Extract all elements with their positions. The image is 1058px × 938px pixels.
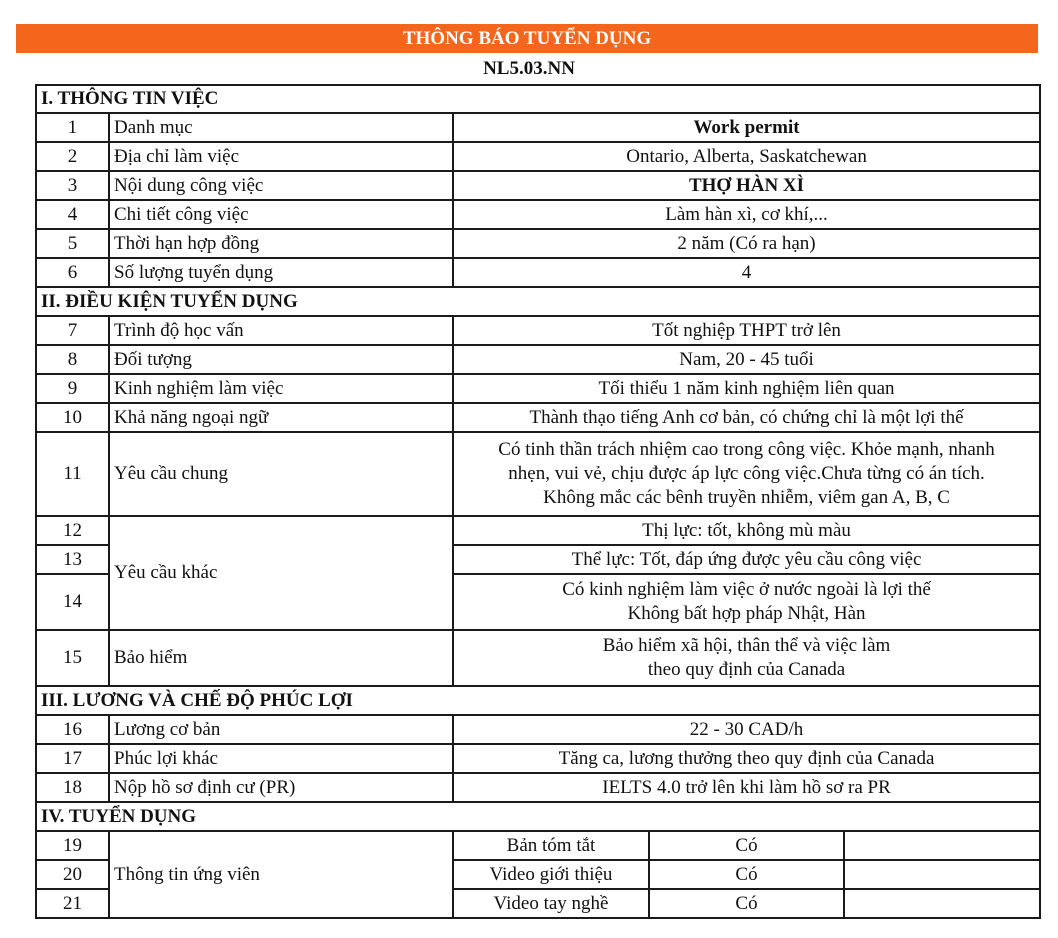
row-value: Thể lực: Tốt, đáp ứng được yêu cầu công việc xyxy=(453,545,1040,574)
row-number: 5 xyxy=(36,229,109,258)
table-row xyxy=(36,258,1040,287)
row-label: Nội dung công việc xyxy=(109,171,453,200)
section-heading: IV. TUYỂN DỤNG xyxy=(36,802,1040,831)
row-value: Thành thạo tiếng Anh cơ bản, có chứng chỉ là một lợi thế xyxy=(453,403,1040,432)
row-value xyxy=(453,630,1040,686)
row-label: Danh mục xyxy=(109,113,453,142)
row-value: Tăng ca, lương thưởng theo quy định của Canada xyxy=(453,744,1040,773)
row-label: Kinh nghiệm làm việc xyxy=(109,374,453,403)
row-number: 13 xyxy=(36,545,109,574)
row-number: 3 xyxy=(36,171,109,200)
recruitment-table xyxy=(35,84,1041,919)
row-label: Thông tin ứng viên xyxy=(109,831,453,918)
row-value: Làm hàn xì, cơ khí,... xyxy=(453,200,1040,229)
row-label: Khả năng ngoại ngữ xyxy=(109,403,453,432)
section-heading: II. ĐIỀU KIỆN TUYỂN DỤNG xyxy=(36,287,1040,316)
row-value: Nam, 20 - 45 tuổi xyxy=(453,345,1040,374)
row-label: Bảo hiểm xyxy=(109,630,453,686)
table-row xyxy=(36,200,1040,229)
value-line: Không bất hợp pháp Nhật, Hàn xyxy=(627,603,866,624)
row-value xyxy=(453,432,1040,516)
table-row xyxy=(36,345,1040,374)
row-label: Phúc lợi khác xyxy=(109,744,453,773)
row-label: Địa chỉ làm việc xyxy=(109,142,453,171)
row-number: 10 xyxy=(36,403,109,432)
section-row xyxy=(36,686,1040,715)
row-value: THỢ HÀN XÌ xyxy=(453,171,1040,200)
table-row xyxy=(36,229,1040,258)
row-label: Yêu cầu khác xyxy=(109,516,453,630)
row-label: Thời hạn hợp đồng xyxy=(109,229,453,258)
row-label: Yêu cầu chung xyxy=(109,432,453,516)
row-number: 17 xyxy=(36,744,109,773)
row-number: 2 xyxy=(36,142,109,171)
document-status: Có xyxy=(649,831,844,860)
row-value: Thị lực: tốt, không mù màu xyxy=(453,516,1040,545)
value-line: Có kinh nghiệm làm việc ở nước ngoài là lợi thế xyxy=(562,579,931,600)
title-banner: THÔNG BÁO TUYỂN DỤNG xyxy=(16,24,1038,53)
row-number: 9 xyxy=(36,374,109,403)
row-label: Đối tượng xyxy=(109,345,453,374)
value-line: Không mắc các bênh truyền nhiễm, viêm gan A, B, C xyxy=(543,487,950,508)
document-item: Bản tóm tắt xyxy=(453,831,649,860)
section-row xyxy=(36,802,1040,831)
table-row xyxy=(36,316,1040,345)
row-number: 11 xyxy=(36,432,109,516)
row-number: 4 xyxy=(36,200,109,229)
document-item: Video tay nghề xyxy=(453,889,649,918)
table-row xyxy=(36,516,1040,545)
row-number: 6 xyxy=(36,258,109,287)
row-number: 20 xyxy=(36,860,109,889)
row-number: 7 xyxy=(36,316,109,345)
value-line: Bảo hiểm xã hội, thân thể và việc làm xyxy=(602,635,891,656)
row-value: 2 năm (Có ra hạn) xyxy=(453,229,1040,258)
row-label: Lương cơ bản xyxy=(109,715,453,744)
table-row xyxy=(36,403,1040,432)
section-row xyxy=(36,85,1040,113)
document-status: Có xyxy=(649,889,844,918)
empty-cell xyxy=(844,860,1040,889)
row-value: 22 - 30 CAD/h xyxy=(453,715,1040,744)
row-number: 8 xyxy=(36,345,109,374)
table-row xyxy=(36,773,1040,802)
row-number: 18 xyxy=(36,773,109,802)
row-value: Work permit xyxy=(453,113,1040,142)
row-label: Nộp hồ sơ định cư (PR) xyxy=(109,773,453,802)
value-line: Có tinh thần trách nhiệm cao trong công việc. Khỏe mạnh, nhanh xyxy=(498,439,995,460)
section-row xyxy=(36,287,1040,316)
table-row xyxy=(36,374,1040,403)
row-value: Tốt nghiệp THPT trở lên xyxy=(453,316,1040,345)
table-row xyxy=(36,113,1040,142)
table-row xyxy=(36,831,1040,860)
row-label: Chi tiết công việc xyxy=(109,200,453,229)
table-row xyxy=(36,630,1040,686)
row-number: 14 xyxy=(36,574,109,630)
row-value xyxy=(453,574,1040,630)
document-item: Video giới thiệu xyxy=(453,860,649,889)
row-number: 19 xyxy=(36,831,109,860)
empty-cell xyxy=(844,831,1040,860)
section-heading: III. LƯƠNG VÀ CHẾ ĐỘ PHÚC LỢI xyxy=(36,686,1040,715)
row-value: 4 xyxy=(453,258,1040,287)
row-number: 15 xyxy=(36,630,109,686)
value-line: nhẹn, vui vẻ, chịu được áp lực công việc.Chưa từng có án tích. xyxy=(508,463,985,484)
document-status: Có xyxy=(649,860,844,889)
row-value: Ontario, Alberta, Saskatchewan xyxy=(453,142,1040,171)
row-number: 16 xyxy=(36,715,109,744)
row-label: Số lượng tuyển dụng xyxy=(109,258,453,287)
row-number: 12 xyxy=(36,516,109,545)
row-value: IELTS 4.0 trở lên khi làm hồ sơ ra PR xyxy=(453,773,1040,802)
row-number: 21 xyxy=(36,889,109,918)
section-heading: I. THÔNG TIN VIỆC xyxy=(36,85,1040,113)
table-row xyxy=(36,744,1040,773)
table-row xyxy=(36,142,1040,171)
table-row xyxy=(36,432,1040,516)
row-value: Tối thiểu 1 năm kinh nghiệm liên quan xyxy=(453,374,1040,403)
table-row xyxy=(36,171,1040,200)
empty-cell xyxy=(844,889,1040,918)
table-row xyxy=(36,715,1040,744)
row-label: Trình độ học vấn xyxy=(109,316,453,345)
row-number: 1 xyxy=(36,113,109,142)
value-line: theo quy định của Canada xyxy=(647,659,846,680)
document-code: NL5.03.NN xyxy=(483,58,575,79)
